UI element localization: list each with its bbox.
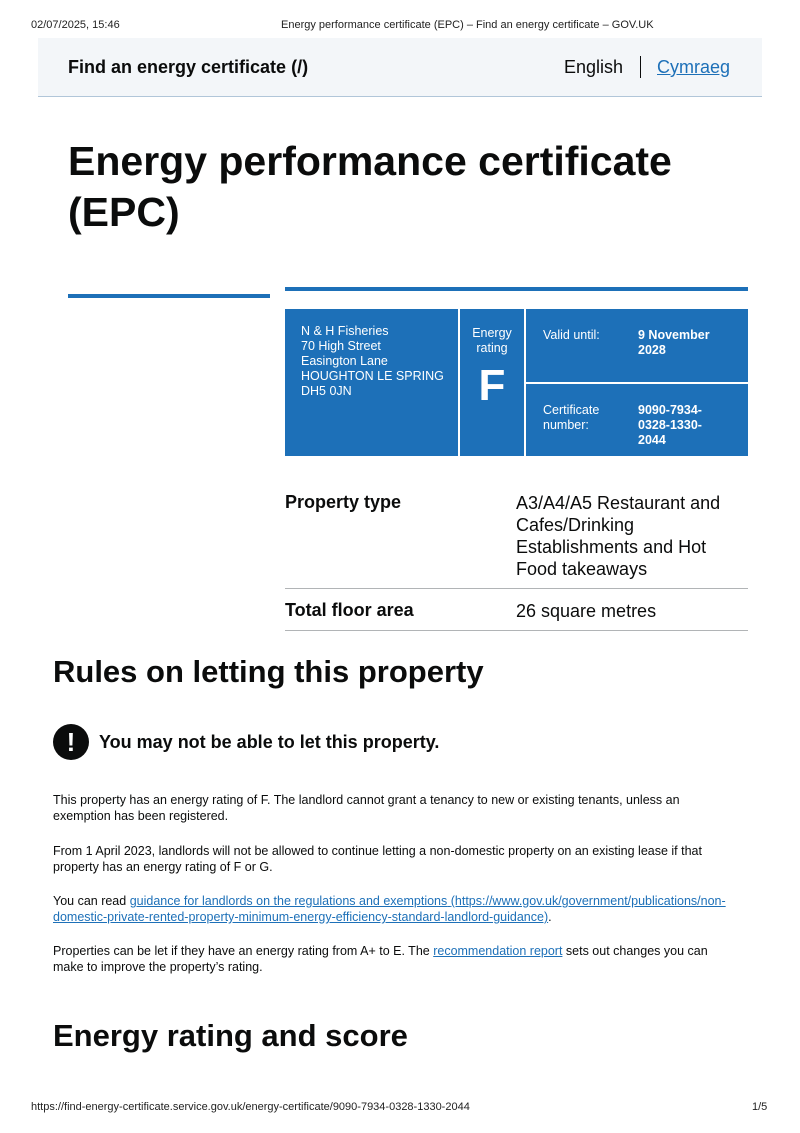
letting-paragraph-2023: From 1 April 2023, landlords will not be allowed to continue letting a non-domestic property on an existing lease if that property has an energy rating of F or G. (53, 844, 702, 874)
recommendation-report-link[interactable]: recommendation report (433, 944, 563, 958)
service-name-link[interactable] (68, 57, 308, 78)
page-title: Energy performance certificate (EPC) (68, 138, 672, 235)
address-line: HOUGHTON LE SPRING (301, 369, 444, 383)
service-name: Find an energy certificate (68, 57, 287, 77)
certificate-number-box (526, 384, 748, 456)
print-url: https://find-energy-certificate.service.gov.uk/energy-certificate/9090-7934-0328-1330-2044 (31, 1101, 470, 1113)
warning-text: You may not be able to let this property. (99, 732, 440, 752)
floor-area-label: Total floor area (285, 600, 414, 620)
print-datetime: 02/07/2025, 15:46 (31, 19, 120, 31)
letting-paragraph-rating: This property has an energy rating of F. The landlord cannot grant a tenancy to new or existing tenants, unless an exemption has been registered. (53, 793, 680, 823)
energy-rating-label: Energy rating (472, 326, 512, 355)
print-page-number: 1/5 (752, 1101, 768, 1113)
address-line: Easington Lane (301, 354, 388, 368)
guidance-link[interactable]: guidance for landlords on the regulations and exemptions (https://www.gov.uk/government/publications/non- domestic-private-rented-property-minimum-energy-efficiency-standard-landlord-guidance) (53, 894, 726, 924)
address-line: DH5 0JN (301, 384, 352, 398)
rules-heading: Rules on letting this property (53, 654, 484, 689)
valid-until-box (526, 309, 748, 382)
property-type-value: A3/A4/A5 Restaurant and Cafes/Drinking Establishments and Hot Food takeaways (516, 493, 721, 579)
summary-divider (285, 588, 748, 589)
print-document-title: Energy performance certificate (EPC) – Find an energy certificate – GOV.UK (281, 19, 654, 31)
address-line: N & H Fisheries (301, 324, 389, 338)
energy-rating-heading: Energy rating and score (53, 1018, 408, 1053)
language-separator (640, 56, 641, 78)
valid-until-date: 9 November 2028 (638, 328, 710, 357)
floor-area-value: 26 square metres (516, 601, 657, 621)
energy-rating-letter: F (478, 361, 506, 410)
valid-until-label: Valid until: (543, 328, 600, 342)
language-current: English (564, 57, 624, 77)
summary-divider (285, 630, 748, 631)
certificate-number: 9090-7934- 0328-1330- 2044 (638, 403, 702, 447)
property-type-label: Property type (285, 492, 402, 512)
letting-paragraph-recommendation: Properties can be let if they have an energy rating from A+ to E. The recommendation report sets out changes you can make to improve the property’s rating. (53, 944, 708, 974)
letting-paragraph-guidance: You can read guidance for landlords on the regulations and exemptions (https://www.gov.uk/government/publications/non- domestic-private-rented-property-minimum-energy-efficiency-standard-landlord-guidance). (53, 894, 726, 924)
service-link-url: (/) (291, 57, 309, 77)
service-header (38, 38, 762, 97)
warning-icon: ! (53, 724, 89, 760)
language-link-cymraeg[interactable]: Cymraeg (657, 57, 731, 77)
address-line: 70 High Street (301, 339, 381, 353)
certificate-top-border (285, 287, 748, 291)
energy-rating-box (460, 309, 524, 456)
property-address (285, 309, 458, 456)
certificate-number-label: Certificate number: (543, 403, 600, 432)
section-divider-left (68, 294, 270, 298)
